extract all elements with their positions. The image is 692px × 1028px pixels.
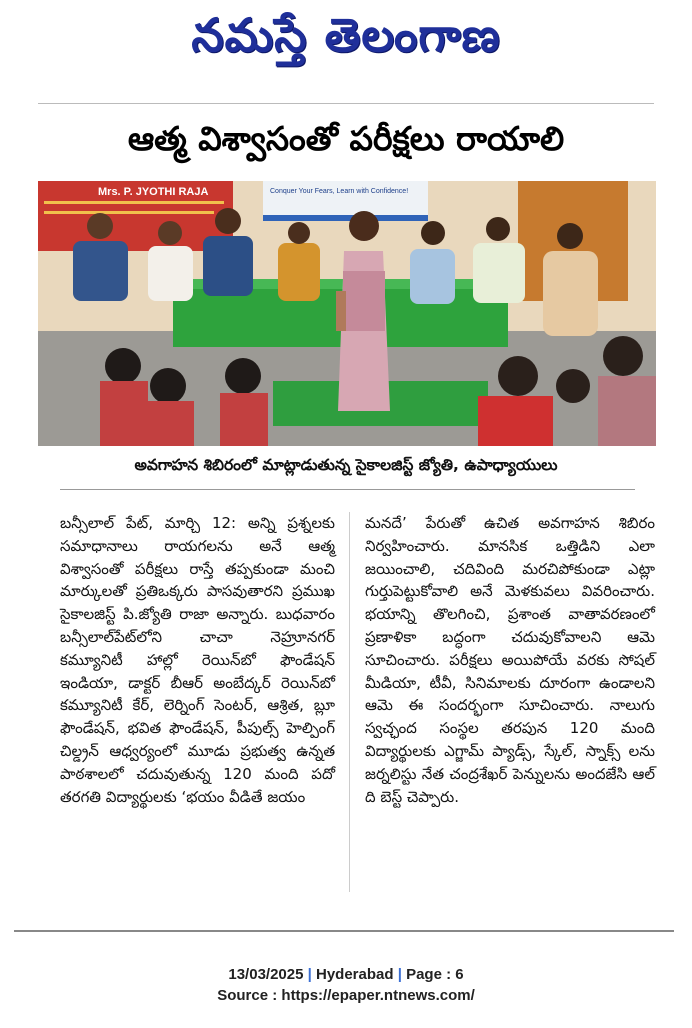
- article-column-right: మనదే’ పేరుతో ఉచిత అవగాహన శిబిరం నిర్వహించారు. మానసిక ఒత్తిడిని ఎలా జయించాలి, చదివింది మరచిపోకుండా ఎట్లా గుర్తుపెట్టుకోవాలి అనే మెళకువలు వివరించారు. భయాన్ని తొలగించి, ప్రశాంత వాతావరణంలో ప్రణాళికా బద్ధంగా చదువుకోవాలని ఆమె సూచించారు. పరీక్షలు అయిపోయే వరకు సోషల్ మీడియా, టీవీ, సినిమాలకు దూరంగా ఉండాలని ఆమె ఈ సందర్భంగా సూచించారు. నాలుగు స్వచ్ఛంద సంస్థల తరపున 120 మంది విద్యార్థులకు ఎగ్జామ్ ప్యాడ్స్, స్కేల్, స్నాక్స్ లను జర్నలిస్టు నేత చంద్రశేఖర్ పెన్నులను అందజేసి ఆల్ ది బెస్ట్ చెప్పారు.: [365, 514, 655, 806]
- caption-divider: [60, 489, 635, 490]
- bottom-divider: [14, 930, 674, 932]
- board-text: Conquer Your Fears, Learn with Confidence!: [270, 188, 409, 195]
- column-divider: [349, 512, 350, 892]
- top-divider: [38, 103, 654, 104]
- masthead: [0, 0, 692, 82]
- footer-city: Hyderabad: [316, 966, 394, 983]
- footer-page: Page : 6: [406, 966, 464, 983]
- article-column-left: బన్సీలాల్ పేట్, మార్చి 12: అన్ని ప్రశ్నలకు సమాధానాలు రాయగలను అనే ఆత్మ విశ్వాసంతో పరీక్షలు రాస్తే తప్పకుండా మంచి మార్కులతో ప్రతిఒక్కరు పాసవుతారని ప్రముఖ సైకాలజిస్ట్ పి.జ్యోతి రాజా అన్నారు. బుధవారం బన్సీలాల్‌పేట్‌లోని చాచా నెహ్రూనగర్ కమ్యూనిటీ హాల్లో రెయిన్‌బో ఫౌండేషన్ ఇండియా, డాక్టర్ బీఆర్ అంబేద్కర్ రెయిన్‌బో కమ్యూనిటీ కేర్, లెర్నింగ్ సెంటర్, ఆశ్రిత, బ్లూ ఫౌండేషన్, భవిత ఫౌండేషన్, పీపుల్స్ హెల్పింగ్ చిల్డ్రన్ ఆధ్వర్యంలో మూడు ప్రభుత్వ ఉన్నత పాఠశాలలో చదువుతున్న 120 మంది పదో తరగతి విద్యార్థులకు ‘భయం వీడితే జయం: [60, 514, 335, 806]
- photo-caption: అవగాహన శిబిరంలో మాట్లాడుతున్న సైకాలజిస్ట్ జ్యోతి, ఉపాధ్యాయులు: [134, 456, 558, 474]
- newspaper-logo: నమస్తే తెలంగాణ: [191, 8, 501, 62]
- article-headline: ఆత్మ విశ్వాసంతో పరీక్షలు రాయాలి: [127, 118, 565, 158]
- footer-date: 13/03/2025: [228, 966, 304, 983]
- footer-source: Source : https://epaper.ntnews.com/: [217, 987, 475, 1004]
- page-footer: [0, 964, 692, 1006]
- banner-text: Mrs. P. JYOTHI RAJA: [98, 186, 209, 198]
- footer-meta: 13/03/2025 | Hyderabad | Page : 6: [228, 966, 464, 983]
- article-photo: [38, 181, 656, 446]
